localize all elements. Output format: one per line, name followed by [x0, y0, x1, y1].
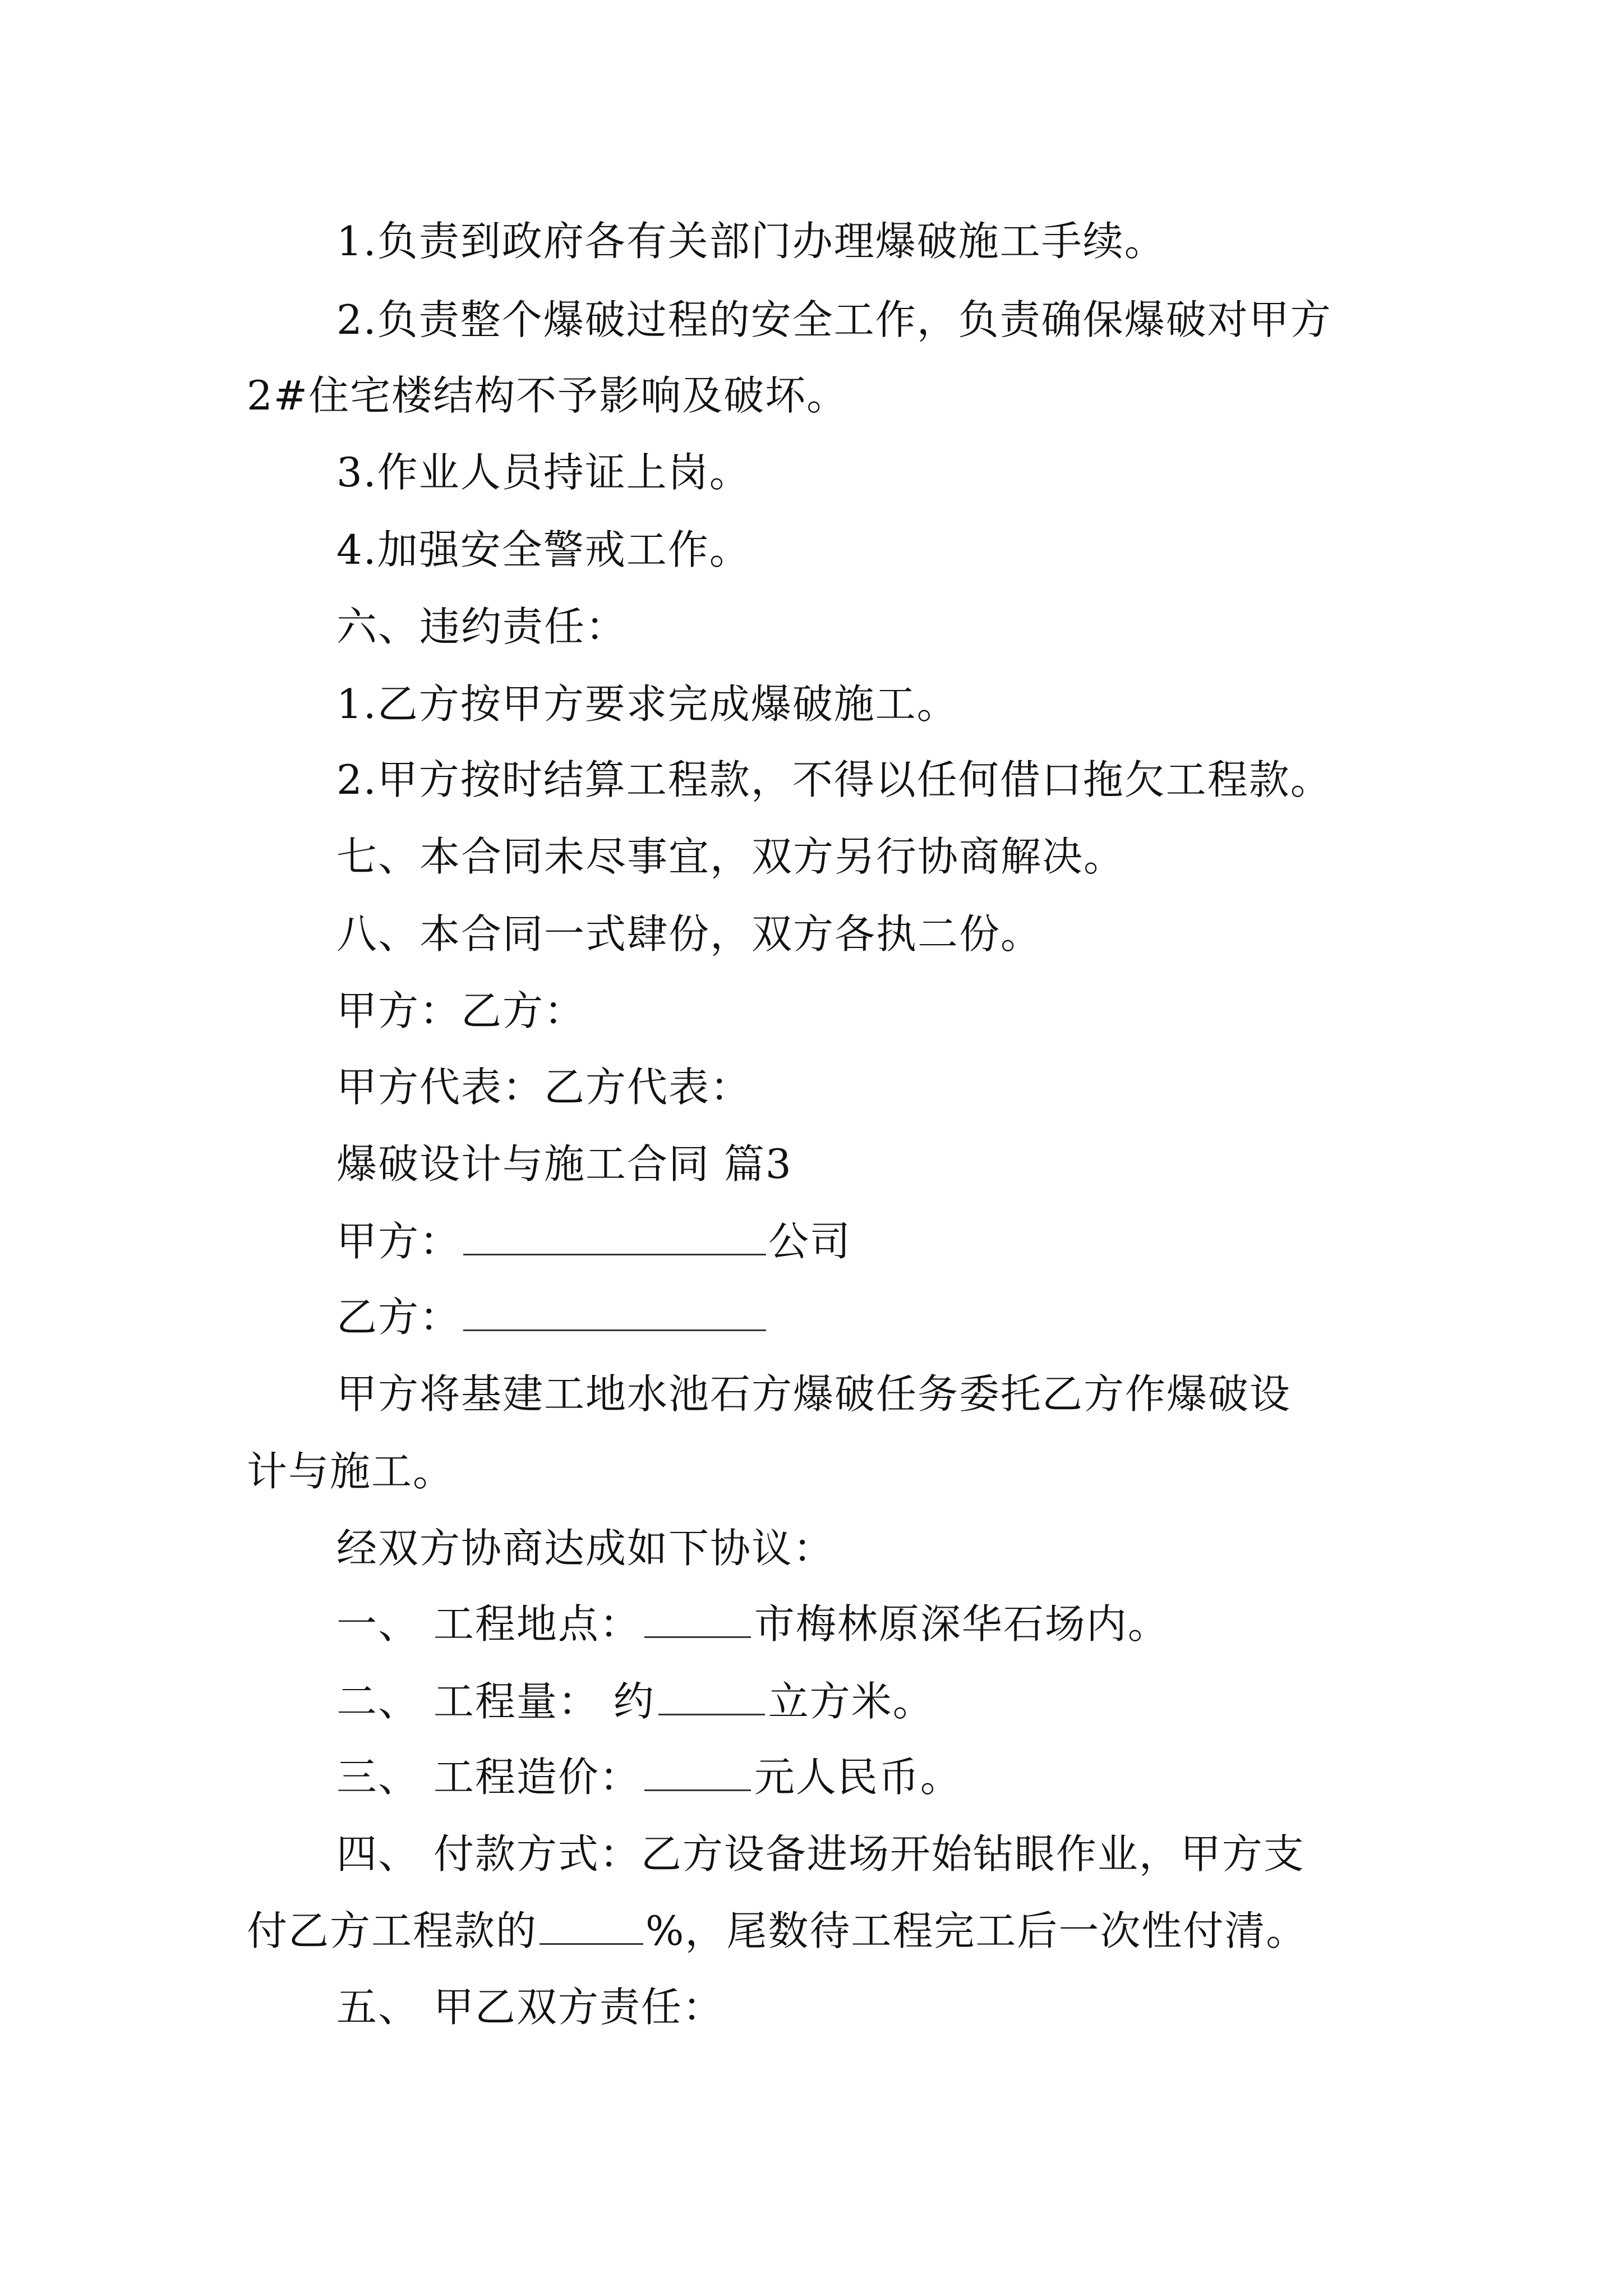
- text: 甲方：乙方：: [336, 987, 586, 1034]
- party-a-line: [336, 1216, 851, 1267]
- clause-line: [336, 295, 1332, 345]
- clause-line: [336, 524, 751, 575]
- clause-line: [336, 1599, 1169, 1649]
- text: 五、 甲乙双方责任：: [336, 1984, 724, 2031]
- blank-field: [463, 1220, 766, 1255]
- section-heading: [336, 909, 1042, 959]
- paragraph-line: [336, 1523, 834, 1573]
- text: 甲方将基建工地水池石方爆破任务委托乙方作爆破设: [336, 1370, 1292, 1418]
- blank-field: [658, 1680, 765, 1715]
- text: 1.乙方按甲方要求完成爆破施工。: [336, 680, 958, 728]
- text: 2.负责整个爆破过程的安全工作，负责确保爆破对甲方: [336, 296, 1332, 343]
- text: 二、 工程量： 约: [336, 1678, 655, 1725]
- signature-line: [336, 986, 585, 1036]
- text: 六、违约责任：: [336, 603, 628, 650]
- label: 乙方：: [336, 1294, 462, 1341]
- text: 市梅林原深华石场内。: [754, 1600, 1169, 1648]
- section-heading: [336, 601, 627, 652]
- blank-field: [644, 1603, 751, 1638]
- text: 1.负责到政府各有关部门办理爆破施工手续。: [336, 218, 1166, 265]
- clause-line: [336, 754, 1332, 805]
- clause-line: [336, 1829, 1305, 1879]
- clause-line: [336, 1752, 962, 1802]
- text: 付乙方工程款的: [247, 1907, 538, 1954]
- text: 七、本合同未尽事宜，双方另行协商解决。: [336, 833, 1126, 880]
- text: 立方米。: [768, 1678, 934, 1725]
- text: 3.作业人员持证上岗。: [336, 449, 751, 496]
- text: 经双方协商达成如下协议：: [336, 1525, 835, 1572]
- clause-line-continuation: [247, 370, 848, 421]
- text: 计与施工。: [247, 1448, 455, 1495]
- clause-line: [336, 216, 1166, 266]
- text: 2.甲方按时结算工程款，不得以任何借口拖欠工程款。: [336, 756, 1332, 803]
- text: 2#住宅楼结构不予影响及破坏。: [247, 372, 849, 419]
- text: 4.加强安全警戒工作。: [336, 526, 751, 573]
- text: 甲方代表：乙方代表：: [336, 1064, 752, 1111]
- signature-line: [336, 1062, 751, 1112]
- clause-line-continuation: [247, 1906, 1307, 1956]
- section-heading: [336, 1982, 724, 2032]
- text: 公司: [768, 1218, 852, 1265]
- text: 四、 付款方式：乙方设备进场开始钻眼作业，甲方支: [336, 1830, 1305, 1878]
- blank-field: [463, 1296, 766, 1331]
- text: %，尾数待工程完工后一次性付清。: [645, 1907, 1308, 1954]
- paragraph-line: [336, 1369, 1291, 1419]
- paragraph-line-continuation: [247, 1446, 454, 1497]
- text: 元人民币。: [754, 1754, 962, 1801]
- text: 爆破设计与施工合同 篇3: [336, 1140, 792, 1188]
- section-heading: [336, 831, 1125, 882]
- contract-title: [336, 1139, 792, 1189]
- clause-line: [336, 679, 958, 729]
- text: 八、本合同一式肆份，双方各执二份。: [336, 910, 1043, 958]
- blank-field: [540, 1910, 643, 1945]
- clause-line: [336, 447, 751, 498]
- party-b-line: [336, 1292, 768, 1342]
- blank-field: [644, 1756, 751, 1791]
- clause-line: [336, 1676, 934, 1727]
- text: 三、 工程造价：: [336, 1754, 641, 1801]
- label: 甲方：: [336, 1218, 462, 1265]
- text: 一、 工程地点：: [336, 1600, 641, 1648]
